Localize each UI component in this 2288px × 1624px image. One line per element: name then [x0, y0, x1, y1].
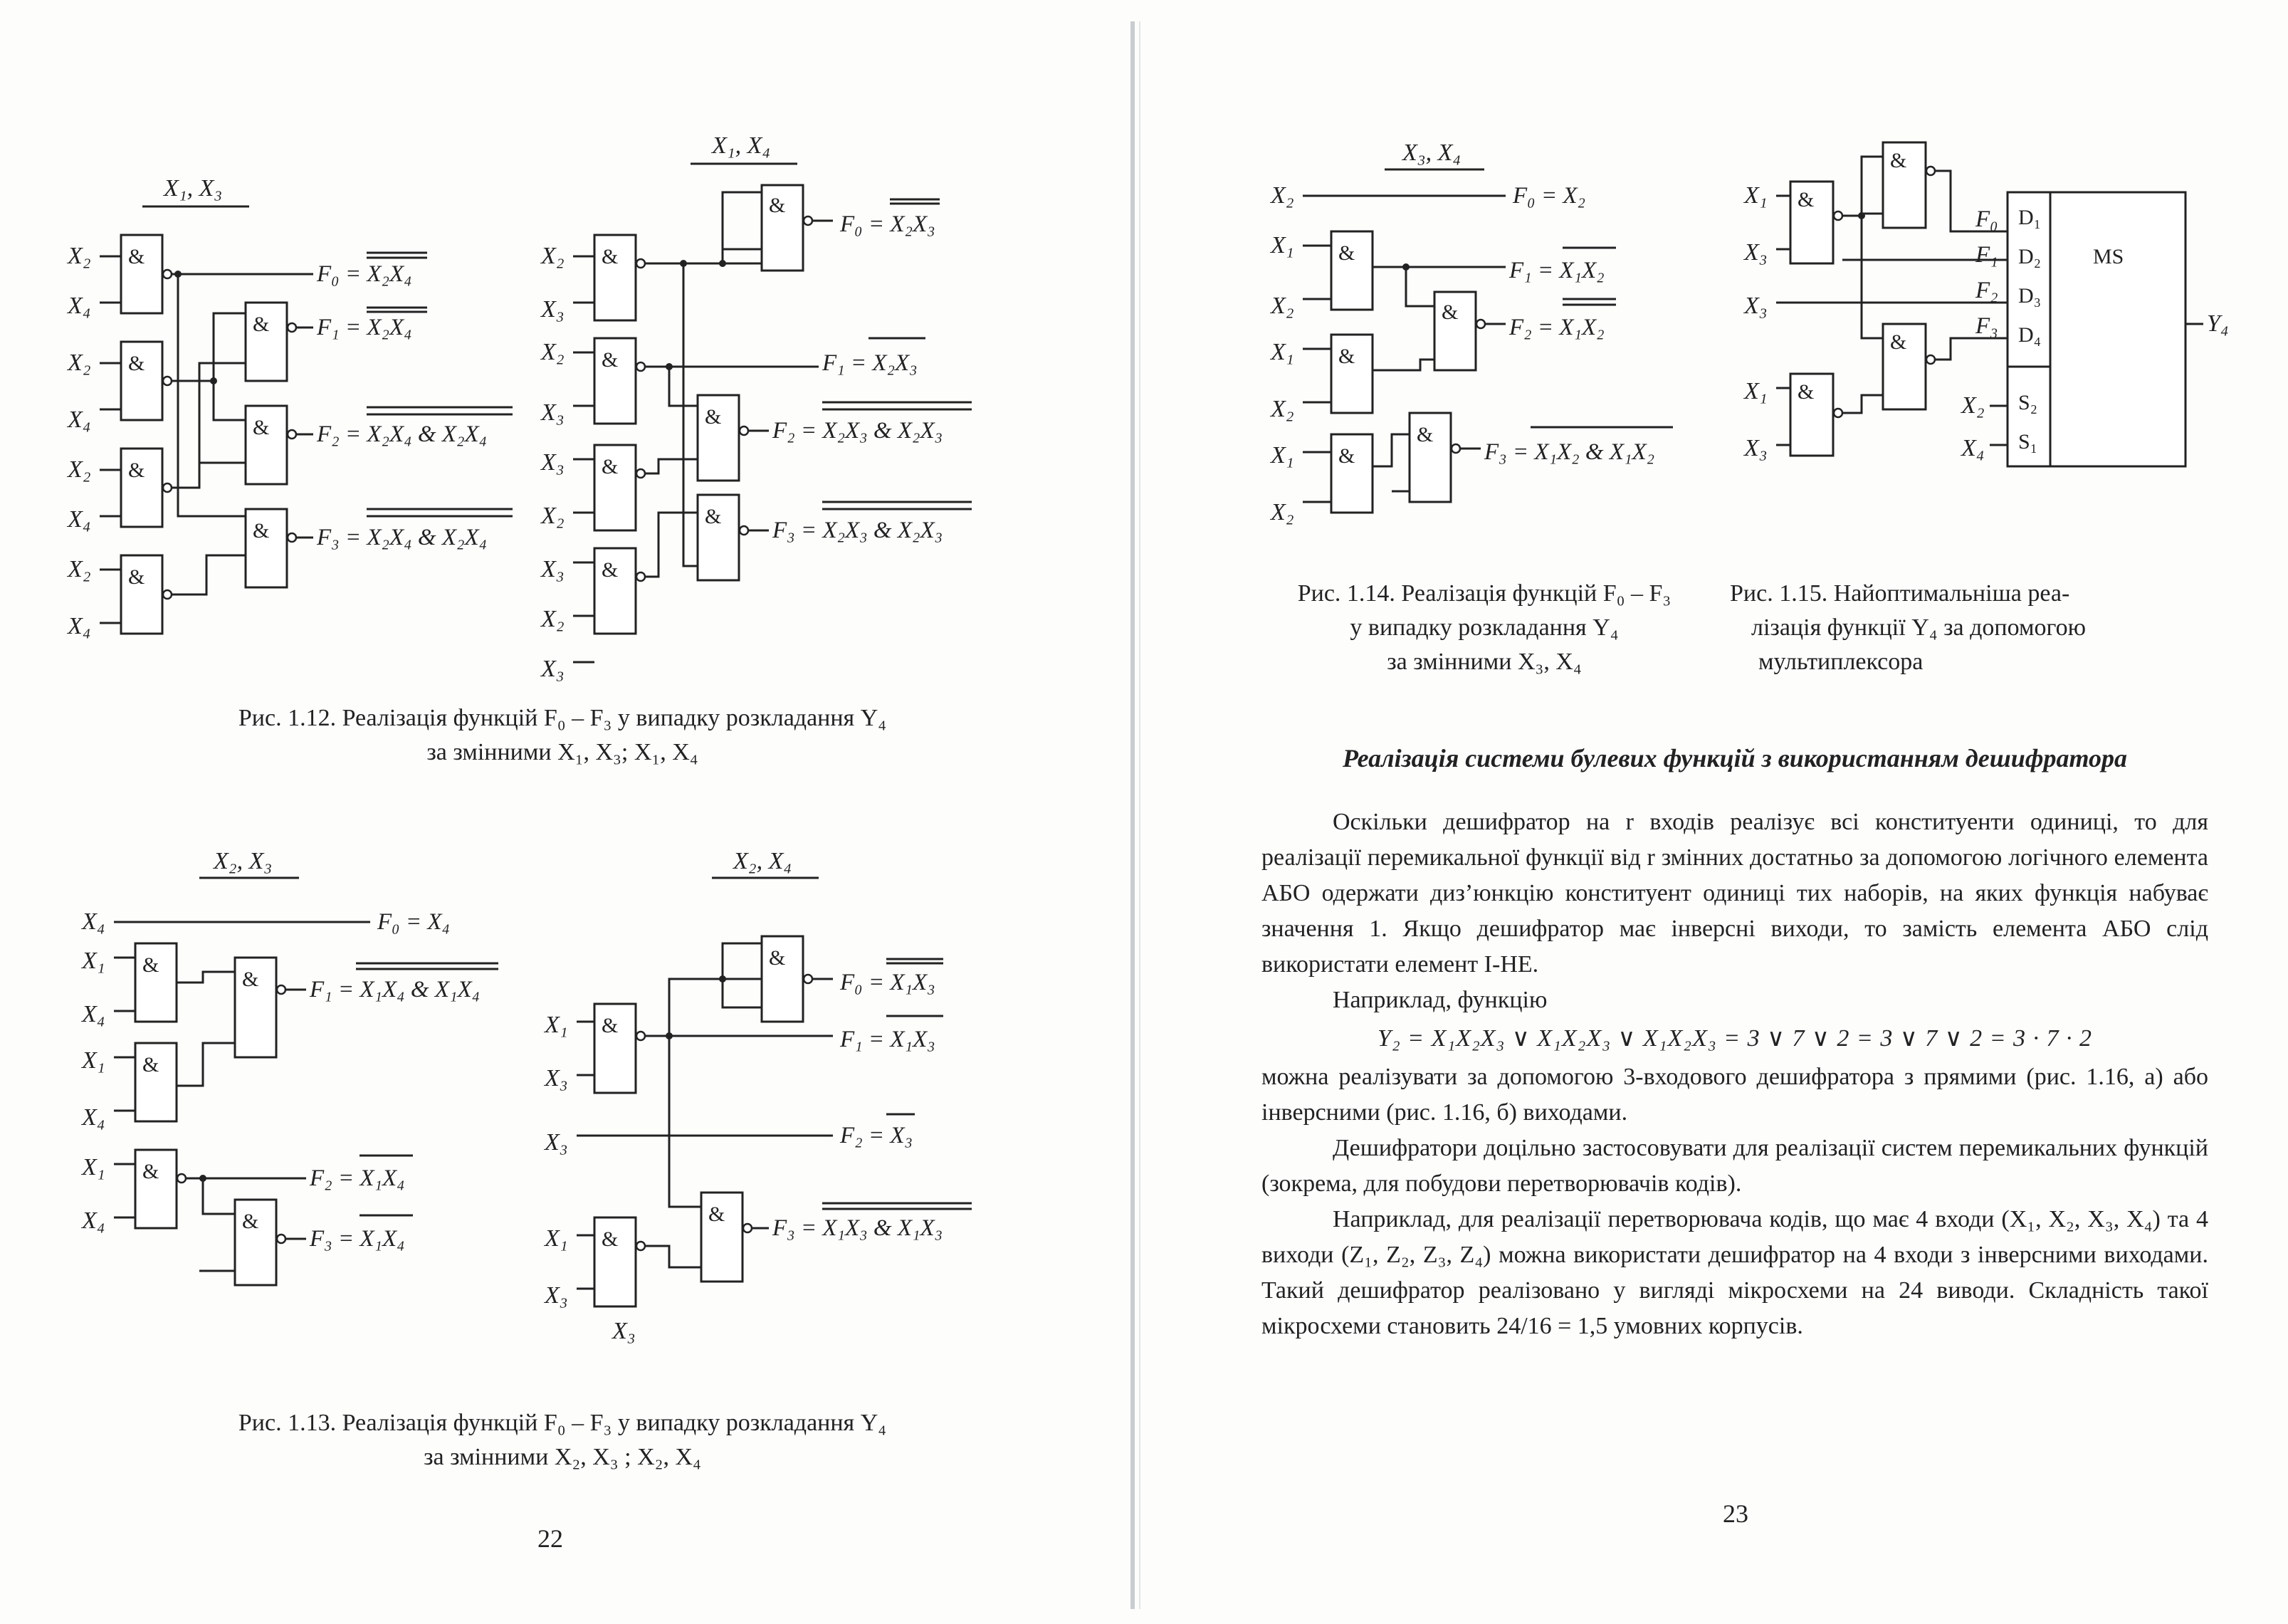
mux-d2: D₂	[2018, 245, 2042, 268]
svg-text:&: &	[1417, 423, 1434, 446]
svg-text:&: &	[769, 946, 786, 970]
svg-text:&: &	[253, 519, 270, 543]
svg-text:&: &	[1338, 345, 1355, 368]
fig12a-in-6: X₄	[68, 506, 91, 533]
fig13b-out-2: F₂ = X₃	[840, 1123, 913, 1148]
fig12b-in-2: X₃	[541, 296, 565, 323]
fig13a-gate-3	[135, 1150, 186, 1228]
fig12a-gate-3	[121, 449, 172, 527]
fig15-select-2: X₄	[1961, 435, 1985, 461]
svg-text:&: &	[242, 968, 259, 991]
fig12a-out-2: F₂ = X₂X₄ & X₂X₄	[317, 421, 488, 447]
figure-1-15-diagram	[1737, 132, 2235, 488]
fig12b-out-2: F₂ = X₂X₃ & X₂X₃	[772, 418, 943, 444]
svg-text:&: &	[1890, 330, 1907, 354]
svg-text:&: &	[128, 245, 145, 268]
figure-1-12-caption: Рис. 1.12. Реалізація функцій F₀ – F₃ у випадку розкладання Y₄ за змінними X₁, X₃; X₁, X₄	[238, 705, 887, 765]
fig15-line-f1: F₁	[1975, 242, 1998, 268]
fig12b-gate-5	[762, 185, 812, 271]
fig13a-out-3: F₃ = X₁X₄	[310, 1226, 405, 1252]
fig12b-in-9: X₃	[541, 656, 565, 682]
fig13b-gate-4	[701, 1193, 752, 1282]
mux-d4: D₄	[2018, 323, 2042, 347]
fig14-in-4: X₁	[1271, 339, 1294, 365]
fig13a-gate-1	[135, 943, 177, 1022]
fig12b-out-0: F₀ = X₂X₃	[840, 211, 935, 237]
fig12a-in-1: X₂	[68, 243, 91, 269]
fig13b-gate-2	[594, 1217, 645, 1306]
fig14-label: X₃, X₄	[1402, 140, 1462, 166]
fig12b-in-1: X₂	[541, 243, 565, 269]
svg-text:&: &	[602, 1227, 619, 1251]
figure-1-13-caption: Рис. 1.13. Реалізація функцій F₀ – F₃ у випадку розкладання Y₄ за змінними X₂, X₃ ; X₂, X₄	[238, 1410, 887, 1470]
body-text	[1261, 805, 2208, 1344]
svg-text:&: &	[142, 1160, 159, 1183]
svg-text:&: &	[142, 1053, 159, 1076]
svg-text:&: &	[602, 1014, 619, 1037]
svg-text:&: &	[1890, 149, 1907, 172]
svg-text:&: &	[142, 953, 159, 977]
fig13b-gate-3	[762, 936, 812, 1022]
fig12b-out-1: F₁ = X₂X₃	[822, 350, 918, 376]
fig15-in-3: X₃	[1744, 293, 1768, 319]
fig12b-gate-6	[698, 395, 748, 481]
fig13a-gate-5	[235, 1200, 285, 1285]
fig12b-in-5: X₃	[541, 449, 565, 476]
svg-text:&: &	[769, 194, 786, 217]
fig12a-in-7: X₂	[68, 556, 91, 582]
fig13a-in-1: X₄	[82, 908, 105, 935]
paragraph-1: Оскільки дешифратор на r входів реалізує всі конституенти одиниці, то для реалізації перемикальної функції від r змінних достатньо за допомогою логічного елемента АБО одержати диз’юнкцію конституент одиниці тих наборів, на яких функція набуває значення 1. Якщо дешифратор має інверсні виходи, то замість елемента АБО слід використати елемент І-НЕ.	[1261, 809, 2208, 978]
svg-text:&: &	[705, 505, 722, 528]
fig12a-gate-5	[246, 303, 296, 381]
fig12a-out-3: F₃ = X₂X₄ & X₂X₄	[317, 525, 488, 550]
fig12a-in-8: X₄	[68, 613, 91, 639]
fig14-in-3: X₂	[1271, 293, 1294, 319]
svg-text:&: &	[602, 348, 619, 372]
fig12a-gate-2	[121, 342, 172, 420]
svg-text:&: &	[128, 565, 145, 589]
fig12b-in-3: X₂	[541, 339, 565, 365]
figure-1-14-caption: Рис. 1.14. Реалізація функцій F₀ – F₃ у випадку розкладання Y₄ за змінними X₃, X₄	[1297, 580, 1672, 675]
svg-text:&: &	[253, 416, 270, 439]
fig13b-out-0: F₀ = X₁X₃	[840, 970, 935, 995]
mux-label: MS	[2093, 245, 2124, 268]
page-number-left: 22	[537, 1524, 563, 1553]
fig13-label-b: X₂, X₄	[733, 848, 792, 874]
fig12a-gate-6	[246, 406, 296, 484]
book-gutter-shadow	[1139, 21, 1140, 1609]
fig15-gate-4	[1790, 374, 1842, 456]
fig13a-out-0: F₀ = X₄	[377, 909, 451, 935]
fig12b-gate-1	[594, 235, 645, 320]
fig15-gate-3	[1883, 324, 1935, 409]
svg-text:&: &	[1442, 300, 1459, 324]
fig13b-out-3: F₃ = X₁X₃ & X₁X₃	[772, 1215, 943, 1241]
fig14-gate-5	[1410, 413, 1460, 502]
fig13b-gate-1	[594, 1004, 645, 1093]
fig15-gate-2	[1883, 142, 1935, 228]
fig15-in-1: X₁	[1744, 182, 1768, 209]
figure-1-12-diagram	[57, 121, 997, 682]
paragraph-3: можна реалізувати за допомогою 3-входового дешифратора з прямими (рис. 1.16, а) або інверсними (рис. 1.16, б) виходами.	[1261, 1064, 2208, 1126]
fig14-in-2: X₁	[1271, 232, 1294, 258]
fig14-out-1: F₁ = X₁X₂	[1509, 258, 1605, 283]
svg-text:&: &	[602, 245, 619, 268]
fig14-gate-4	[1434, 292, 1485, 370]
paragraph-5: Наприклад, для реалізації перетворювача кодів, що має 4 входи (X₁, X₂, X₃, X₄) та 4 виходи (Z₁, Z₂, Z₃, Z₄) можна використати дешифратор на 4 входи з інверсними виходами. Такий дешифратор реалізовано у вигляді мікросхеми на 24 виводи. Складність такої мікросхеми становить 24/16 = 1,5 умовних корпусів.	[1261, 1206, 2208, 1339]
fig12a-gate-4	[121, 555, 172, 634]
fig15-line-f3: F₃	[1975, 313, 1998, 339]
fig15-line-f2: F₂	[1975, 278, 1998, 303]
fig12a-in-5: X₂	[68, 456, 91, 483]
page-number-right: 23	[1723, 1499, 1748, 1528]
mux-s1: S₁	[2018, 430, 2038, 454]
fig12a-out-1: F₁ = X₂X₄	[317, 315, 412, 340]
fig13b-out-1: F₁ = X₁X₃	[840, 1027, 935, 1052]
fig15-line-f0: F₀	[1975, 206, 1998, 232]
fig13a-in-3: X₄	[82, 1001, 105, 1027]
fig14-gate-2	[1331, 335, 1373, 413]
fig14-in-1: X₂	[1271, 182, 1294, 209]
svg-text:&: &	[1338, 241, 1355, 265]
svg-text:&: &	[1798, 380, 1815, 404]
svg-text:&: &	[1338, 444, 1355, 468]
fig15-gate-1	[1790, 182, 1842, 263]
fig12-label-b: X₁, X₄	[712, 132, 771, 159]
figure-1-13-diagram	[57, 848, 997, 1349]
fig12b-in-6: X₂	[541, 503, 565, 529]
fig13-label-a: X₂, X₃	[214, 848, 273, 874]
fig13b-in-2: X₃	[545, 1065, 568, 1091]
fig15-in-5: X₃	[1744, 435, 1768, 461]
mux-s2: S₂	[2018, 391, 2038, 414]
fig13a-in-7: X₄	[82, 1207, 105, 1234]
fig13a-gate-4	[235, 958, 285, 1057]
fig14-in-7: X₂	[1271, 499, 1294, 525]
paragraph-2: Наприклад, функцію	[1333, 987, 1548, 1013]
fig15-in-2: X₃	[1744, 239, 1768, 266]
fig12a-gate-1	[121, 235, 172, 313]
svg-text:&: &	[253, 313, 270, 336]
mux-d1: D₁	[2018, 206, 2042, 229]
fig14-in-6: X₁	[1271, 442, 1294, 468]
fig15-in-4: X₁	[1744, 378, 1768, 404]
fig13a-in-6: X₁	[82, 1154, 105, 1180]
fig12b-in-7: X₃	[541, 556, 565, 582]
fig13b-in-4: X₁	[545, 1225, 568, 1252]
fig13b-in-5: X₃	[545, 1282, 568, 1309]
fig12a-in-4: X₄	[68, 407, 91, 433]
fig12b-in-8: X₂	[541, 606, 565, 632]
fig12b-gate-7	[698, 495, 748, 580]
fig12b-gate-4	[594, 548, 645, 634]
fig12b-gate-3	[594, 445, 645, 530]
fig14-in-5: X₂	[1271, 396, 1294, 422]
fig13b-bottom-label: X₃	[612, 1318, 636, 1344]
mux-d3: D₃	[2018, 284, 2042, 308]
svg-text:&: &	[602, 558, 619, 582]
fig12a-out-0: F₀ = X₂X₄	[317, 261, 412, 287]
fig12a-in-3: X₂	[68, 350, 91, 376]
fig12a-in-2: X₄	[68, 293, 91, 319]
svg-text:&: &	[705, 405, 722, 429]
fig14-out-0: F₀ = X₂	[1513, 183, 1586, 209]
fig13a-out-1: F₁ = X₁X₄ & X₁X₄	[310, 977, 481, 1002]
svg-text:&: &	[128, 459, 145, 482]
formula-y2: Y₂ = X₁X₂X₃ ∨ X₁X₂X₃ ∨ X₁X₂X₃ = 3 ∨ 7 ∨ 2 = 3 ∨ 7 ∨ 2 = 3 · 7 · 2	[1377, 1025, 2093, 1052]
fig12a-gate-7	[246, 509, 296, 587]
fig13a-gate-2	[135, 1043, 177, 1121]
figure-1-15-caption: Рис. 1.15. Найоптимальніша реа- лізація функції Y₄ за допомогою мультиплексора	[1730, 580, 2086, 675]
svg-text:&: &	[602, 455, 619, 478]
fig13a-in-4: X₁	[82, 1047, 105, 1074]
svg-text:&: &	[1798, 188, 1815, 211]
fig13a-out-2: F₂ = X₁X₄	[310, 1165, 405, 1191]
fig13b-in-3: X₃	[545, 1129, 568, 1156]
fig13a-in-5: X₄	[82, 1104, 105, 1131]
svg-text:&: &	[128, 352, 145, 375]
fig12b-out-3: F₃ = X₂X₃ & X₂X₃	[772, 518, 943, 543]
figure-1-14-diagram	[1264, 135, 1691, 541]
book-gutter	[1130, 21, 1135, 1609]
section-heading: Реалізація системи булевих функцій з використанням дешифратора	[1342, 744, 2128, 772]
fig15-mux	[2008, 192, 2185, 466]
fig13b-in-1: X₁	[545, 1012, 568, 1038]
paragraph-4: Дешифратори доцільно застосовувати для реалізації систем перемикальних функцій (зокрема, для побудови перетворювачів кодів).	[1261, 1135, 2208, 1197]
fig12-label-a: X₁, X₃	[164, 175, 223, 201]
fig14-out-3: F₃ = X₁X₂ & X₁X₂	[1484, 439, 1655, 465]
fig12b-in-4: X₃	[541, 399, 565, 426]
svg-text:&: &	[242, 1210, 259, 1233]
fig15-select-1: X₂	[1961, 392, 1985, 419]
svg-text:&: &	[708, 1203, 725, 1226]
fig14-gate-1	[1331, 231, 1373, 310]
fig15-output: Y₄	[2207, 310, 2229, 337]
fig12b-gate-2	[594, 338, 645, 424]
fig13a-in-2: X₁	[82, 948, 105, 974]
fig14-out-2: F₂ = X₁X₂	[1509, 315, 1605, 340]
fig14-gate-3	[1331, 434, 1373, 513]
